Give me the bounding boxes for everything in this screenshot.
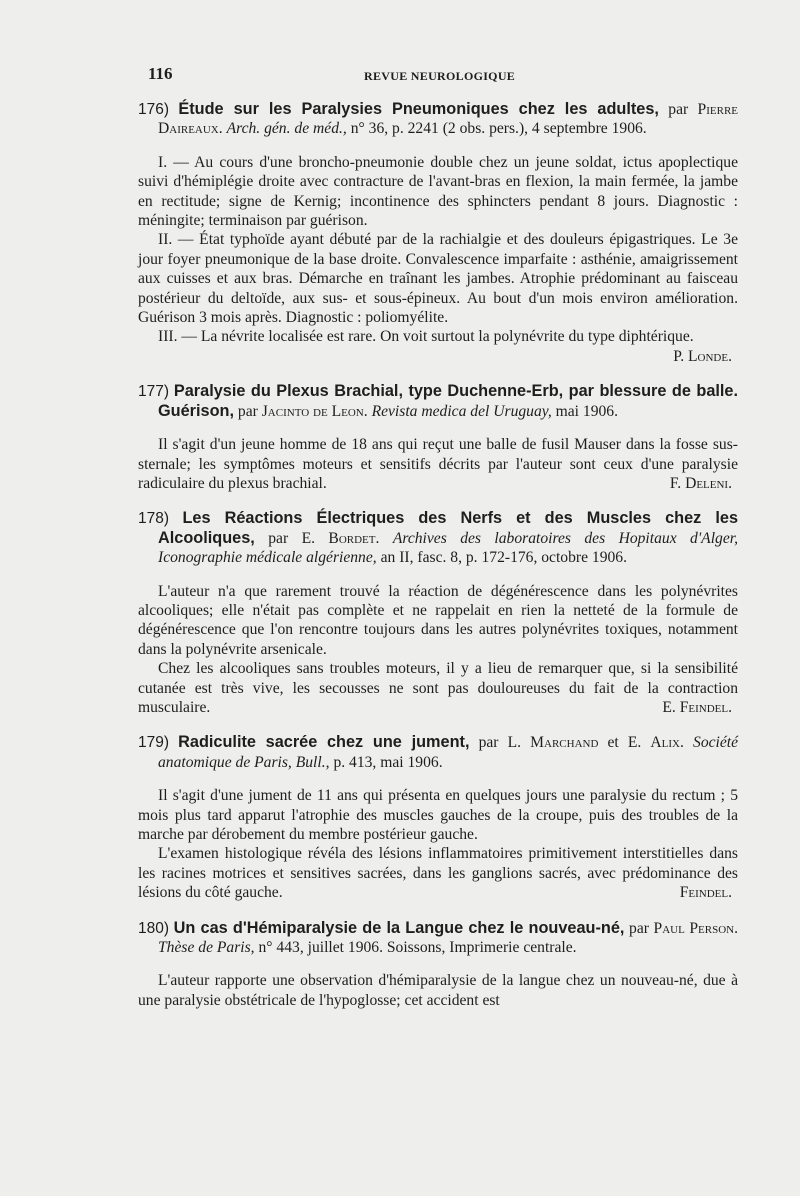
entry-heading	[138, 100, 738, 139]
paragraph: L'auteur n'a que rarement trouvé la réaction de dégénérescence dans les polynévrites alcooliques; elle n'était pas complète et ne rappelait en rien la netteté de la formule de dégénérescence que l'on rencontre toujours dans les autres polynévrites toxiques, notamment dans la polynévrite arsenicale.	[138, 582, 738, 658]
entry-ref: an II, fasc. 8, p. 172-176, octobre 1906.	[380, 549, 627, 567]
entry-title: Paralysie du Plexus Brachial, type Duchenne-Erb, par blessure de balle. Guérison,	[158, 382, 738, 420]
entry-by: par E.	[268, 529, 315, 547]
entry-number: 179)	[138, 734, 170, 752]
entry-number: 177)	[138, 383, 170, 401]
entry-source: Arch. gén. de méd.,	[226, 120, 347, 138]
paragraph-text: Chez les alcooliques sans troubles moteurs, il y a lieu de remarquer que, si la sensibilité cutanée est très vive, les secousses ne sont pas douloureuses du fait de la contraction musculaire.	[138, 660, 738, 716]
entry-by-2: et E.	[607, 734, 642, 752]
entry-title: Étude sur les Paralysies Pneumoniques chez les adultes,	[178, 100, 659, 118]
entry-number: 180)	[138, 919, 170, 937]
entry-by: par	[668, 101, 689, 118]
entry-178	[138, 509, 738, 717]
paragraph-text: III. — La névrite localisée est rare. On voit surtout la polynévrite du type diphtérique.	[158, 328, 694, 346]
paragraph	[138, 435, 738, 493]
paragraph-text: Il s'agit d'un jeune homme de 18 ans qui reçut une balle de fusil Mauser dans la fosse sus-sternale; les symptômes moteurs et sensitifs décrits par l'auteur sont ceux d'une paralysie radiculaire du plexus brachial.	[138, 436, 738, 492]
entry-number: 176)	[138, 101, 170, 118]
entry-source: Thèse de Paris,	[158, 939, 255, 957]
entry-title: Un cas d'Hémiparalysie de la Langue chez le nouveau-né,	[173, 918, 625, 937]
entry-by: par	[629, 919, 649, 937]
entry-ref: p. 413, mai 1906.	[333, 753, 443, 771]
entry-180	[138, 919, 738, 1011]
paragraph	[138, 659, 738, 717]
paragraph	[138, 844, 738, 902]
running-header	[138, 64, 738, 86]
entry-ref: n° 443, juillet 1906. Soissons, Imprimerie centrale.	[258, 939, 577, 957]
signature: Feindel.	[679, 884, 732, 902]
entry-by: par L.	[478, 734, 522, 752]
entry-source: Société anatomique de Paris, Bull.,	[158, 734, 739, 771]
signature: F. Deleni.	[669, 474, 732, 492]
entry-by: par	[237, 402, 258, 420]
entry-author: Pierre Daireaux.	[158, 101, 738, 138]
paragraph	[138, 327, 738, 366]
paragraph-text: L'examen histologique révéla des lésions inflammatoires primitivement interstitielles dans les racines motrices et sensitives sacrées, dans les ganglions sacrés, avec prédominance des lésions du côté gauche.	[138, 845, 738, 902]
paragraph: II. — État typhoïde ayant débuté par de la rachialgie et des douleurs épigastriques. Le 3e jour foyer pneumonique de la base droite. Convalescence imparfaite : asthénie, amaigrissement aux cuisses et aux bras. Démarche en traînant les jambes. Atrophie prédominant au faisceau postérieur du deltoïde, aux sus- et sous-épineux. Au bout d'un mois environ amélioration. Guérison 3 mois après. Diagnostic : poliomyélite.	[138, 231, 738, 327]
entry-ref: n° 36, p. 2241 (2 obs. pers.), 4 septembre 1906.	[350, 120, 647, 138]
entry-heading	[138, 509, 738, 567]
entry-author-2: Alix.	[650, 734, 684, 752]
page-text	[138, 64, 738, 1010]
entry-heading	[138, 733, 738, 772]
signature: E. Feindel.	[662, 698, 732, 716]
entry-heading	[138, 919, 738, 958]
entry-179	[138, 733, 738, 902]
entry-177	[138, 382, 738, 493]
paragraph: Il s'agit d'une jument de 11 ans qui présenta en quelques jours une paralysie du rectum ; 5 mois plus tard apparut l'atrophie des muscles gauches de la croupe, puis des troubles de la marche par dérobement du membre postérieur gauche.	[138, 787, 738, 843]
entry-ref: mai 1906.	[555, 402, 618, 420]
entry-source: Archives des laboratoires des Hopitaux d'Alger, Iconographie médicale algérienne,	[158, 529, 738, 567]
entry-author: Bordet.	[328, 529, 380, 547]
entry-author: Paul Person.	[653, 919, 739, 937]
entry-author: Jacinto de Leon.	[261, 402, 368, 420]
entry-source: Revista medica del Uruguay,	[371, 402, 552, 420]
page-number: 116	[148, 64, 173, 83]
entry-author: Marchand	[530, 734, 599, 752]
entry-number: 178)	[138, 510, 170, 528]
journal-title: REVUE NEUROLOGIQUE	[364, 69, 516, 83]
entry-title: Les Réactions Électriques des Nerfs et des Muscles chez les Alcooliques,	[158, 509, 738, 547]
signature: P. Londe.	[673, 347, 732, 365]
paragraph: I. — Au cours d'une broncho-pneumonie double chez un jeune soldat, ictus apoplectique suivi d'hémiplégie droite avec contracture de l'avant-bras en flexion, la main fermée, la jambe en rectitude; signe de Kernig; incontinence des sphincters pendant 8 jours. Diagnostic : méningite; terminaison par guérison.	[138, 153, 738, 230]
entry-title: Radiculite sacrée chez une jument,	[178, 733, 470, 752]
entry-heading	[138, 382, 738, 421]
paragraph: L'auteur rapporte une observation d'hémiparalysie de la langue chez un nouveau-né, due à une paralysie obstétricale de l'hypoglosse; cet accident est	[138, 972, 738, 1009]
entry-176	[138, 100, 738, 366]
